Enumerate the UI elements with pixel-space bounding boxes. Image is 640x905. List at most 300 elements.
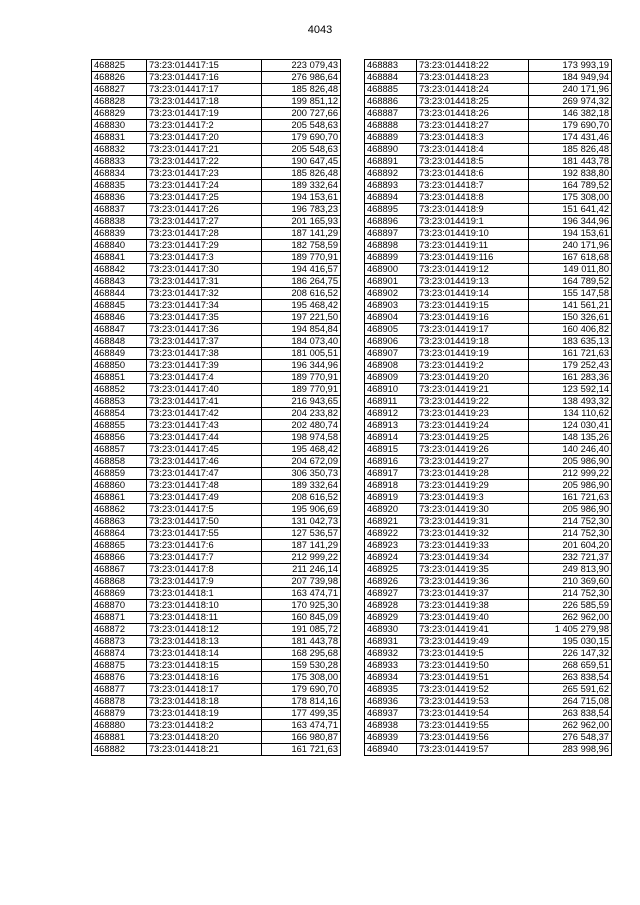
record-number: 468907 bbox=[365, 348, 417, 360]
table-row bbox=[92, 276, 341, 288]
table-row bbox=[92, 108, 341, 120]
table-row bbox=[92, 216, 341, 228]
table-row bbox=[365, 96, 612, 108]
table-row bbox=[92, 444, 341, 456]
table-row bbox=[365, 468, 612, 480]
record-number: 468932 bbox=[365, 648, 417, 660]
record-number: 468891 bbox=[365, 156, 417, 168]
cadastral-number: 73:23:014418:2 bbox=[147, 720, 262, 732]
record-number: 468835 bbox=[92, 180, 147, 192]
table-row bbox=[92, 576, 341, 588]
table-row bbox=[365, 120, 612, 132]
cadastral-number: 73:23:014418:20 bbox=[147, 732, 262, 744]
cadastral-value: 151 641,42 bbox=[529, 204, 612, 216]
cadastral-value: 195 906,69 bbox=[262, 504, 341, 516]
cadastral-number: 73:23:014419:51 bbox=[417, 672, 529, 684]
cadastral-number: 73:23:014419:19 bbox=[417, 348, 529, 360]
table-row bbox=[92, 96, 341, 108]
cadastral-value: 161 721,63 bbox=[529, 348, 612, 360]
cadastral-number: 73:23:014418:6 bbox=[417, 168, 529, 180]
table-row bbox=[92, 672, 341, 684]
table-row bbox=[92, 360, 341, 372]
record-number: 468866 bbox=[92, 552, 147, 564]
cadastral-number: 73:23:014417:9 bbox=[147, 576, 262, 588]
cadastral-number: 73:23:014417:48 bbox=[147, 480, 262, 492]
cadastral-value: 138 493,32 bbox=[529, 396, 612, 408]
cadastral-number: 73:23:014419:35 bbox=[417, 564, 529, 576]
cadastral-number: 73:23:014419:26 bbox=[417, 444, 529, 456]
cadastral-number: 73:23:014417:39 bbox=[147, 360, 262, 372]
record-number: 468878 bbox=[92, 696, 147, 708]
cadastral-value: 160 406,82 bbox=[529, 324, 612, 336]
record-number: 468872 bbox=[92, 624, 147, 636]
cadastral-value: 205 986,90 bbox=[529, 456, 612, 468]
table-row bbox=[365, 276, 612, 288]
cadastral-number: 73:23:014417:46 bbox=[147, 456, 262, 468]
cadastral-value: 161 283,36 bbox=[529, 372, 612, 384]
table-row bbox=[365, 348, 612, 360]
cadastral-value: 189 770,91 bbox=[262, 384, 341, 396]
cadastral-number: 73:23:014417:44 bbox=[147, 432, 262, 444]
record-number: 468864 bbox=[92, 528, 147, 540]
table-row bbox=[365, 732, 612, 744]
record-number: 468871 bbox=[92, 612, 147, 624]
cadastral-number: 73:23:014419:53 bbox=[417, 696, 529, 708]
record-number: 468844 bbox=[92, 288, 147, 300]
cadastral-number: 73:23:014417:17 bbox=[147, 84, 262, 96]
cadastral-number: 73:23:014418:3 bbox=[417, 132, 529, 144]
cadastral-value: 1 405 279,98 bbox=[529, 624, 612, 636]
record-number: 468917 bbox=[365, 468, 417, 480]
record-number: 468860 bbox=[92, 480, 147, 492]
table-row bbox=[92, 384, 341, 396]
cadastral-number: 73:23:014419:2 bbox=[417, 360, 529, 372]
cadastral-value: 160 845,09 bbox=[262, 612, 341, 624]
record-number: 468858 bbox=[92, 456, 147, 468]
cadastral-value: 214 752,30 bbox=[529, 588, 612, 600]
record-number: 468898 bbox=[365, 240, 417, 252]
cadastral-value: 123 592,14 bbox=[529, 384, 612, 396]
cadastral-number: 73:23:014417:18 bbox=[147, 96, 262, 108]
table-row bbox=[92, 696, 341, 708]
cadastral-value: 184 073,40 bbox=[262, 336, 341, 348]
cadastral-number: 73:23:014417:55 bbox=[147, 528, 262, 540]
cadastral-value: 182 758,59 bbox=[262, 240, 341, 252]
record-number: 468869 bbox=[92, 588, 147, 600]
record-number: 468939 bbox=[365, 732, 417, 744]
cadastral-number: 73:23:014417:4 bbox=[147, 372, 262, 384]
table-row bbox=[92, 612, 341, 624]
table-row bbox=[92, 564, 341, 576]
table-row bbox=[92, 84, 341, 96]
table-row bbox=[365, 192, 612, 204]
cadastral-number: 73:23:014417:15 bbox=[147, 60, 262, 72]
record-number: 468940 bbox=[365, 744, 417, 756]
cadastral-number: 73:23:014419:38 bbox=[417, 600, 529, 612]
table-row bbox=[365, 588, 612, 600]
record-number: 468936 bbox=[365, 696, 417, 708]
cadastral-number: 73:23:014417:32 bbox=[147, 288, 262, 300]
cadastral-number: 73:23:014419:50 bbox=[417, 660, 529, 672]
cadastral-value: 210 369,60 bbox=[529, 576, 612, 588]
table-row bbox=[365, 288, 612, 300]
cadastral-number: 73:23:014419:22 bbox=[417, 396, 529, 408]
cadastral-value: 205 548,63 bbox=[262, 144, 341, 156]
table-row bbox=[365, 420, 612, 432]
table-row bbox=[365, 516, 612, 528]
table-row bbox=[92, 516, 341, 528]
cadastral-number: 73:23:014418:1 bbox=[147, 588, 262, 600]
table-row bbox=[92, 540, 341, 552]
cadastral-value: 164 789,52 bbox=[529, 180, 612, 192]
table-row bbox=[92, 288, 341, 300]
cadastral-number: 73:23:014419:40 bbox=[417, 612, 529, 624]
record-number: 468925 bbox=[365, 564, 417, 576]
cadastral-number: 73:23:014417:36 bbox=[147, 324, 262, 336]
record-number: 468830 bbox=[92, 120, 147, 132]
cadastral-number: 73:23:014419:25 bbox=[417, 432, 529, 444]
cadastral-number: 73:23:014418:26 bbox=[417, 108, 529, 120]
record-number: 468862 bbox=[92, 504, 147, 516]
record-number: 468931 bbox=[365, 636, 417, 648]
record-number: 468832 bbox=[92, 144, 147, 156]
table-row bbox=[365, 696, 612, 708]
cadastral-number: 73:23:014417:27 bbox=[147, 216, 262, 228]
cadastral-value: 205 548,63 bbox=[262, 120, 341, 132]
cadastral-number: 73:23:014419:56 bbox=[417, 732, 529, 744]
cadastral-number: 73:23:014418:27 bbox=[417, 120, 529, 132]
record-number: 468922 bbox=[365, 528, 417, 540]
table-row bbox=[92, 264, 341, 276]
record-number: 468896 bbox=[365, 216, 417, 228]
record-number: 468890 bbox=[365, 144, 417, 156]
cadastral-value: 175 308,00 bbox=[262, 672, 341, 684]
cadastral-number: 73:23:014418:23 bbox=[417, 72, 529, 84]
cadastral-value: 185 826,48 bbox=[262, 84, 341, 96]
record-number: 468902 bbox=[365, 288, 417, 300]
record-number: 468836 bbox=[92, 192, 147, 204]
cadastral-value: 173 993,19 bbox=[529, 60, 612, 72]
cadastral-number: 73:23:014418:7 bbox=[417, 180, 529, 192]
record-number: 468892 bbox=[365, 168, 417, 180]
table-row bbox=[365, 492, 612, 504]
cadastral-number: 73:23:014417:31 bbox=[147, 276, 262, 288]
cadastral-value: 200 727,66 bbox=[262, 108, 341, 120]
record-number: 468856 bbox=[92, 432, 147, 444]
cadastral-number: 73:23:014418:17 bbox=[147, 684, 262, 696]
cadastral-number: 73:23:014418:9 bbox=[417, 204, 529, 216]
cadastral-value: 179 690,70 bbox=[529, 120, 612, 132]
table-row bbox=[365, 396, 612, 408]
table-row bbox=[92, 468, 341, 480]
table-row bbox=[365, 384, 612, 396]
cadastral-value: 201 604,20 bbox=[529, 540, 612, 552]
record-number: 468875 bbox=[92, 660, 147, 672]
record-number: 468924 bbox=[365, 552, 417, 564]
cadastral-number: 73:23:014417:6 bbox=[147, 540, 262, 552]
cadastral-number: 73:23:014419:27 bbox=[417, 456, 529, 468]
record-number: 468899 bbox=[365, 252, 417, 264]
cadastral-number: 73:23:014417:37 bbox=[147, 336, 262, 348]
cadastral-number: 73:23:014417:29 bbox=[147, 240, 262, 252]
cadastral-value: 170 925,30 bbox=[262, 600, 341, 612]
cadastral-number: 73:23:014417:2 bbox=[147, 120, 262, 132]
record-number: 468854 bbox=[92, 408, 147, 420]
table-row bbox=[92, 324, 341, 336]
table-row bbox=[92, 420, 341, 432]
cadastral-value: 262 962,00 bbox=[529, 720, 612, 732]
record-number: 468873 bbox=[92, 636, 147, 648]
cadastral-table-right bbox=[364, 59, 612, 756]
cadastral-value: 175 308,00 bbox=[529, 192, 612, 204]
table-row bbox=[92, 60, 341, 72]
table-row bbox=[365, 540, 612, 552]
cadastral-value: 264 715,08 bbox=[529, 696, 612, 708]
cadastral-value: 179 690,70 bbox=[262, 684, 341, 696]
table-row bbox=[365, 252, 612, 264]
cadastral-value: 178 814,16 bbox=[262, 696, 341, 708]
table-row bbox=[365, 648, 612, 660]
record-number: 468849 bbox=[92, 348, 147, 360]
record-number: 468888 bbox=[365, 120, 417, 132]
table-row bbox=[365, 744, 612, 756]
cadastral-number: 73:23:014419:57 bbox=[417, 744, 529, 756]
cadastral-value: 149 011,80 bbox=[529, 264, 612, 276]
cadastral-number: 73:23:014419:20 bbox=[417, 372, 529, 384]
cadastral-number: 73:23:014418:22 bbox=[417, 60, 529, 72]
cadastral-number: 73:23:014419:15 bbox=[417, 300, 529, 312]
cadastral-number: 73:23:014417:42 bbox=[147, 408, 262, 420]
cadastral-value: 161 721,63 bbox=[262, 744, 341, 756]
record-number: 468937 bbox=[365, 708, 417, 720]
cadastral-value: 194 153,61 bbox=[529, 228, 612, 240]
cadastral-value: 134 110,62 bbox=[529, 408, 612, 420]
record-number: 468894 bbox=[365, 192, 417, 204]
record-number: 468884 bbox=[365, 72, 417, 84]
record-number: 468927 bbox=[365, 588, 417, 600]
cadastral-number: 73:23:014418:25 bbox=[417, 96, 529, 108]
record-number: 468887 bbox=[365, 108, 417, 120]
cadastral-number: 73:23:014419:23 bbox=[417, 408, 529, 420]
table-row bbox=[92, 180, 341, 192]
table-row bbox=[92, 720, 341, 732]
record-number: 468886 bbox=[365, 96, 417, 108]
table-row bbox=[365, 144, 612, 156]
cadastral-value: 141 561,21 bbox=[529, 300, 612, 312]
cadastral-number: 73:23:014419:55 bbox=[417, 720, 529, 732]
cadastral-value: 150 326,61 bbox=[529, 312, 612, 324]
cadastral-number: 73:23:014418:8 bbox=[417, 192, 529, 204]
cadastral-number: 73:23:014417:5 bbox=[147, 504, 262, 516]
cadastral-number: 73:23:014417:16 bbox=[147, 72, 262, 84]
cadastral-number: 73:23:014418:18 bbox=[147, 696, 262, 708]
cadastral-value: 283 998,96 bbox=[529, 744, 612, 756]
cadastral-number: 73:23:014419:10 bbox=[417, 228, 529, 240]
cadastral-number: 73:23:014419:54 bbox=[417, 708, 529, 720]
table-row bbox=[365, 108, 612, 120]
table-row bbox=[365, 156, 612, 168]
cadastral-value: 195 468,42 bbox=[262, 444, 341, 456]
table-row bbox=[92, 624, 341, 636]
table-row bbox=[92, 348, 341, 360]
table-row bbox=[92, 648, 341, 660]
table-row bbox=[365, 312, 612, 324]
record-number: 468921 bbox=[365, 516, 417, 528]
cadastral-value: 204 233,82 bbox=[262, 408, 341, 420]
cadastral-value: 186 264,75 bbox=[262, 276, 341, 288]
record-number: 468851 bbox=[92, 372, 147, 384]
record-number: 468859 bbox=[92, 468, 147, 480]
table-row bbox=[92, 72, 341, 84]
cadastral-value: 189 770,91 bbox=[262, 252, 341, 264]
record-number: 468846 bbox=[92, 312, 147, 324]
record-number: 468895 bbox=[365, 204, 417, 216]
cadastral-number: 73:23:014418:4 bbox=[417, 144, 529, 156]
cadastral-number: 73:23:014419:29 bbox=[417, 480, 529, 492]
record-number: 468828 bbox=[92, 96, 147, 108]
record-number: 468845 bbox=[92, 300, 147, 312]
cadastral-value: 179 252,43 bbox=[529, 360, 612, 372]
cadastral-value: 194 854,84 bbox=[262, 324, 341, 336]
cadastral-value: 168 295,68 bbox=[262, 648, 341, 660]
cadastral-number: 73:23:014417:34 bbox=[147, 300, 262, 312]
record-number: 468913 bbox=[365, 420, 417, 432]
table-row bbox=[92, 552, 341, 564]
table-row bbox=[365, 168, 612, 180]
cadastral-value: 179 690,70 bbox=[262, 132, 341, 144]
cadastral-number: 73:23:014419:37 bbox=[417, 588, 529, 600]
cadastral-value: 205 986,90 bbox=[529, 504, 612, 516]
record-number: 468883 bbox=[365, 60, 417, 72]
table-row bbox=[365, 480, 612, 492]
cadastral-number: 73:23:014419:21 bbox=[417, 384, 529, 396]
table-row bbox=[365, 684, 612, 696]
cadastral-number: 73:23:014419:36 bbox=[417, 576, 529, 588]
record-number: 468903 bbox=[365, 300, 417, 312]
cadastral-value: 306 350,73 bbox=[262, 468, 341, 480]
cadastral-number: 73:23:014419:1 bbox=[417, 216, 529, 228]
cadastral-number: 73:23:014418:13 bbox=[147, 636, 262, 648]
table-row bbox=[365, 612, 612, 624]
table-row bbox=[365, 432, 612, 444]
table-row bbox=[365, 360, 612, 372]
cadastral-number: 73:23:014417:30 bbox=[147, 264, 262, 276]
table-row bbox=[92, 504, 341, 516]
cadastral-value: 207 739,98 bbox=[262, 576, 341, 588]
table-row bbox=[365, 600, 612, 612]
cadastral-number: 73:23:014419:14 bbox=[417, 288, 529, 300]
cadastral-value: 181 443,78 bbox=[529, 156, 612, 168]
table-row bbox=[365, 72, 612, 84]
cadastral-value: 167 618,68 bbox=[529, 252, 612, 264]
table-row bbox=[365, 552, 612, 564]
table-row bbox=[92, 684, 341, 696]
cadastral-number: 73:23:014419:32 bbox=[417, 528, 529, 540]
record-number: 468930 bbox=[365, 624, 417, 636]
cadastral-table-left bbox=[91, 59, 341, 756]
record-number: 468938 bbox=[365, 720, 417, 732]
cadastral-number: 73:23:014419:31 bbox=[417, 516, 529, 528]
cadastral-number: 73:23:014419:12 bbox=[417, 264, 529, 276]
cadastral-number: 73:23:014419:13 bbox=[417, 276, 529, 288]
cadastral-number: 73:23:014419:52 bbox=[417, 684, 529, 696]
cadastral-value: 208 616,52 bbox=[262, 288, 341, 300]
table-row bbox=[365, 84, 612, 96]
record-number: 468897 bbox=[365, 228, 417, 240]
record-number: 468868 bbox=[92, 576, 147, 588]
cadastral-value: 131 042,73 bbox=[262, 516, 341, 528]
table-row bbox=[92, 252, 341, 264]
cadastral-value: 163 474,71 bbox=[262, 588, 341, 600]
table-row bbox=[92, 228, 341, 240]
table-row bbox=[365, 240, 612, 252]
cadastral-value: 155 147,58 bbox=[529, 288, 612, 300]
cadastral-number: 73:23:014419:28 bbox=[417, 468, 529, 480]
table-row bbox=[92, 336, 341, 348]
record-number: 468877 bbox=[92, 684, 147, 696]
page-number: 4043 bbox=[307, 24, 333, 36]
cadastral-value: 192 838,80 bbox=[529, 168, 612, 180]
cadastral-number: 73:23:014417:26 bbox=[147, 204, 262, 216]
cadastral-number: 73:23:014419:30 bbox=[417, 504, 529, 516]
cadastral-number: 73:23:014417:21 bbox=[147, 144, 262, 156]
cadastral-number: 73:23:014417:20 bbox=[147, 132, 262, 144]
record-number: 468848 bbox=[92, 336, 147, 348]
record-number: 468915 bbox=[365, 444, 417, 456]
table-row bbox=[92, 588, 341, 600]
record-number: 468923 bbox=[365, 540, 417, 552]
table-row bbox=[92, 168, 341, 180]
record-number: 468882 bbox=[92, 744, 147, 756]
table-row bbox=[365, 324, 612, 336]
table-row bbox=[365, 408, 612, 420]
record-number: 468935 bbox=[365, 684, 417, 696]
cadastral-number: 73:23:014419:3 bbox=[417, 492, 529, 504]
cadastral-value: 205 986,90 bbox=[529, 480, 612, 492]
record-number: 468865 bbox=[92, 540, 147, 552]
cadastral-number: 73:23:014417:38 bbox=[147, 348, 262, 360]
table-row bbox=[365, 336, 612, 348]
record-number: 468829 bbox=[92, 108, 147, 120]
cadastral-number: 73:23:014419:18 bbox=[417, 336, 529, 348]
cadastral-value: 263 838,54 bbox=[529, 708, 612, 720]
record-number: 468893 bbox=[365, 180, 417, 192]
table-row bbox=[92, 636, 341, 648]
cadastral-number: 73:23:014417:43 bbox=[147, 420, 262, 432]
record-number: 468841 bbox=[92, 252, 147, 264]
record-number: 468909 bbox=[365, 372, 417, 384]
cadastral-value: 189 332,64 bbox=[262, 180, 341, 192]
record-number: 468825 bbox=[92, 60, 147, 72]
record-number: 468934 bbox=[365, 672, 417, 684]
cadastral-value: 211 246,14 bbox=[262, 564, 341, 576]
cadastral-value: 148 135,26 bbox=[529, 432, 612, 444]
cadastral-number: 73:23:014417:41 bbox=[147, 396, 262, 408]
record-number: 468901 bbox=[365, 276, 417, 288]
cadastral-value: 177 499,35 bbox=[262, 708, 341, 720]
record-number: 468839 bbox=[92, 228, 147, 240]
cadastral-number: 73:23:014417:3 bbox=[147, 252, 262, 264]
table-row bbox=[365, 576, 612, 588]
cadastral-value: 187 141,29 bbox=[262, 228, 341, 240]
table-row bbox=[92, 192, 341, 204]
record-number: 468908 bbox=[365, 360, 417, 372]
table-row bbox=[365, 636, 612, 648]
cadastral-value: 194 153,61 bbox=[262, 192, 341, 204]
record-number: 468912 bbox=[365, 408, 417, 420]
table-row bbox=[365, 264, 612, 276]
record-number: 468855 bbox=[92, 420, 147, 432]
